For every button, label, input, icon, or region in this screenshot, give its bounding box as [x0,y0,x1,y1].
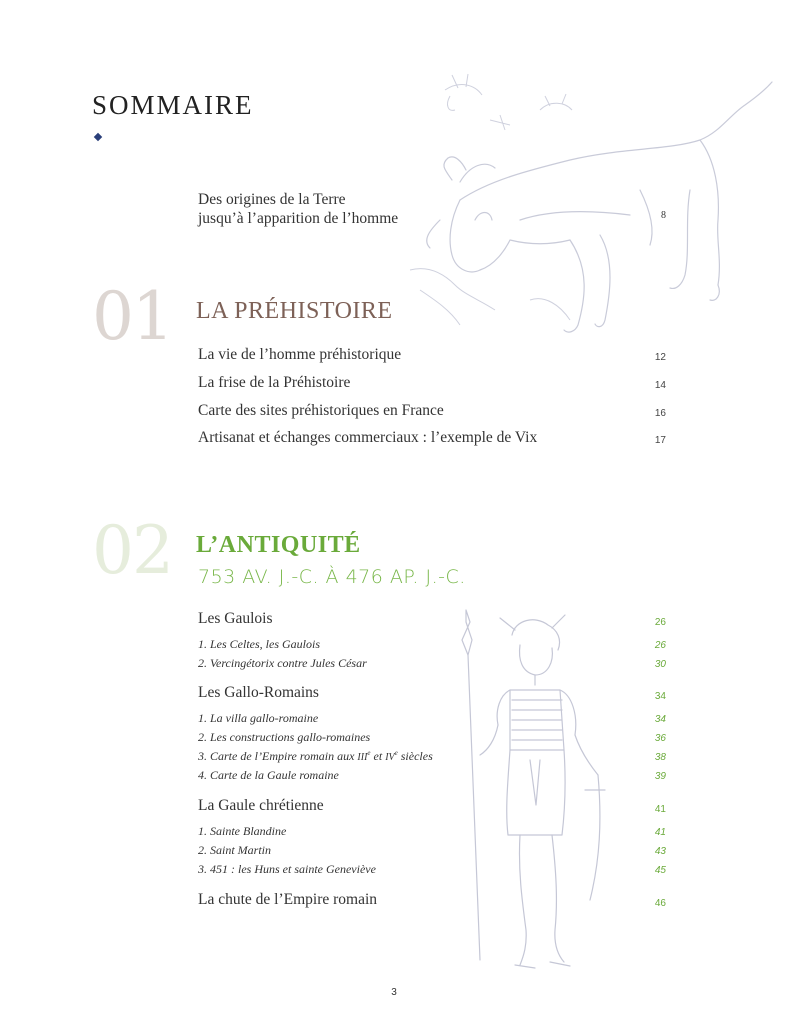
section-title-prehistoire: LA PRÉHISTOIRE [196,298,393,324]
toc-group-page: 34 [654,691,666,702]
toc-entry-page: 14 [654,380,666,391]
toc-subentry-label: 2. Les constructions gallo-romaines [198,730,371,744]
toc-subentry-page: 41 [654,827,666,838]
toc-subentry-page: 45 [654,865,666,876]
toc-group-label: Les Gallo-Romains [198,684,319,701]
century-numeral: III [357,752,368,763]
section-number-02: 02 [92,512,172,589]
toc-subentry-page: 39 [654,771,666,782]
toc-group-page: 26 [654,617,666,628]
diamond-ornament-icon [94,133,102,141]
toc-subentry-label: 1. Sainte Blandine [198,824,287,838]
toc-subentry-label: 1. Les Celtes, les Gaulois [198,637,320,651]
page-title: SOMMAIRE [92,90,254,120]
toc-entry-label: La frise de la Préhistoire [198,374,351,391]
toc-subentry-label: 3. 451 : les Huns et sainte Geneviève [198,862,376,876]
intro-entry [198,190,398,228]
toc-subentry-label: 2. Saint Martin [198,843,272,857]
toc-entry-page: 16 [654,408,666,419]
superscript: e [367,749,371,757]
toc-entry-label: La vie de l’homme préhistorique [198,346,402,363]
toc-subentry-page: 38 [654,752,666,763]
section-number-01: 01 [92,278,172,355]
toc-group-page: 41 [654,804,666,815]
intro-page-number: 8 [661,210,666,221]
toc-subentry-label: 4. Carte de la Gaule romaine [198,768,339,782]
superscript: e [394,749,398,757]
label-part: 3. Carte de l’Empire romain aux [198,749,358,763]
toc-subentry-label: 2. Vercingétorix contre Jules César [198,656,367,670]
intro-line-1: Des origines de la Terre [198,191,346,208]
toc-subentry-page: 26 [654,640,666,651]
toc-entry-label: Artisanat et échanges commerciaux : l’exemple de Vix [198,429,538,446]
toc-subentry-label [198,749,433,764]
section-title-antiquite: L’ANTIQUITÉ [196,532,361,558]
page-number: 3 [391,987,397,998]
label-part: et [370,749,386,763]
toc-group-page: 46 [654,898,666,909]
toc-subentry-label: 1. La villa gallo-romaine [198,711,319,725]
century-numeral: IV [385,752,395,763]
toc-subentry-page: 36 [654,733,666,744]
toc-subentry-page: 30 [654,659,666,670]
toc-subentry-page: 34 [654,714,666,725]
toc-entry-label: Carte des sites préhistoriques en France [198,402,444,419]
toc-group-label: La Gaule chrétienne [198,797,324,814]
label-part: siècles [397,749,433,763]
gallic-warrior-sketch-icon [440,600,630,990]
toc-group-label: Les Gaulois [198,610,273,627]
toc-entry-page: 12 [654,352,666,363]
toc-group-label: La chute de l’Empire romain [198,891,378,908]
toc-entry-page: 17 [654,435,666,446]
aurochs-sketch-icon [400,70,780,360]
toc-subentry-page: 43 [654,846,666,857]
section-subtitle-dates: 753 AV. J.-C. À 476 AP. J.-C. [198,566,466,588]
intro-line-2: jusqu’à l’apparition de l’homme [198,210,399,227]
